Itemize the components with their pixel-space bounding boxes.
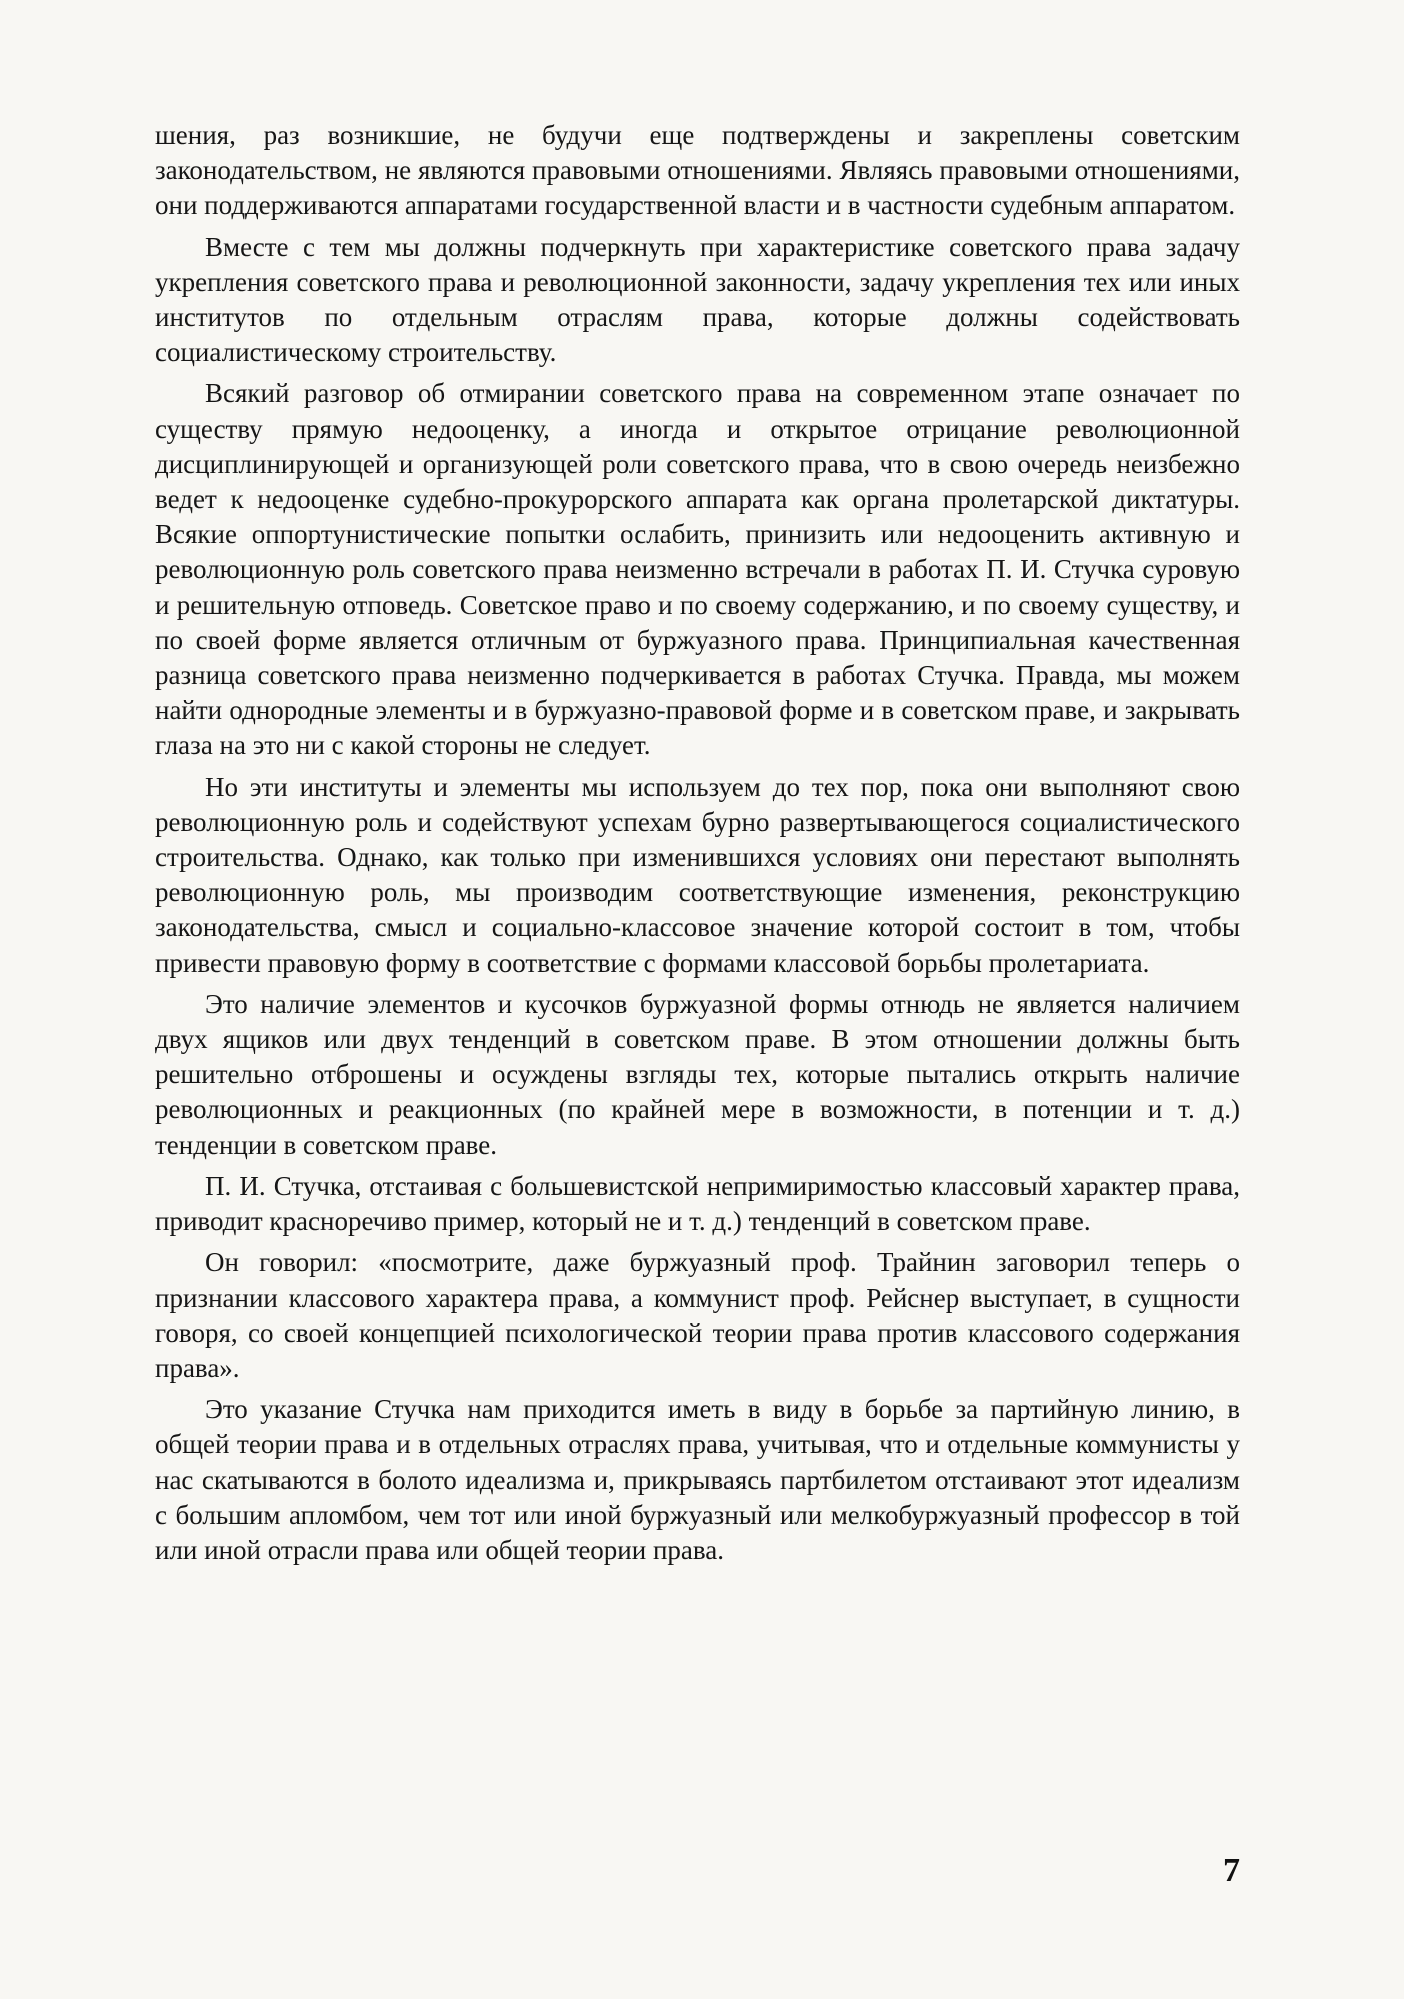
paragraph-5: Это наличие элементов и кусочков буржуазной формы отнюдь не является наличием двух ящиков или двух тенденций в советском праве. В этом отношении должны быть решительно отброшены и осуждены взгляды тех, которые пытались открыть наличие революционных и реакционных (по крайней мере в возможности, в потенции и т. д.) тенденции в советском праве. <box>155 988 1240 1160</box>
paragraph-1: шения, раз возникшие, не будучи еще подтверждены и закреплены советским законодательством, не являются правовыми отношениями. Являясь правовыми отношениями, они поддерживаются аппаратами государственной власти и в частности судебным аппаратом. <box>155 120 1240 221</box>
paragraph-2: Вместе с тем мы должны подчеркнуть при характеристике советского права задачу укрепления советского права и революционной законности, задачу укрепления тех или иных институтов по отдельным отраслям права, которые должны содействовать социалистическому строительству. <box>155 231 1240 368</box>
paragraph-7: Он говорил: «посмотрите, даже буржуазный проф. Трайнин заговорил теперь о признании классового характера права, а коммунист проф. Рейснер выступает, в сущности говоря, со своей концепцией психологической теории права против классового содержания права». <box>155 1247 1240 1383</box>
paragraph-3: Всякий разговор об отмирании советского права на современном этапе означает по существу прямую недооценку, а иногда и открытое отрицание революционной дисциплинирующей и организующей роли советского права, что в свою очередь неизбежно ведет к недооценке судебно-прокурорского аппарата как органа пролетарской диктатуры. Всякие оппортунистические попытки ослабить, принизить или недооценить активную и революционную роль советского права неизменно встречали в работах П. И. Стучка суровую и решительную отповедь. Советское право и по своему содержанию, и по своему существу, и по своей форме является отличным от буржуазного права. Принципиальная качественная разница советского права неизменно подчеркивается в работах Стучка. Правда, мы можем найти однородные элементы и в буржуазно-правовой форме и в советском праве, и закрывать глаза на это ни с какой стороны не следует. <box>155 378 1240 761</box>
page-number: 7 <box>1223 1852 1240 1889</box>
paragraph-8: Это указание Стучка нам приходится иметь в виду в борьбе за партийную линию, в общей теории права и в отдельных отраслях права, учитывая, что и отдельные коммунисты у нас скатываются в болото идеализма и, прикрываясь партбилетом отстаивают этот идеализм с большим апломбом, чем тот или иной буржуазный или мелкобуржуазный профессор в той или иной отрасли права или общей теории права. <box>155 1394 1240 1565</box>
paragraph-4: Но эти институты и элементы мы используем до тех пор, пока они выполняют свою революционную роль и содействуют успехам бурно развертывающегося социалистического строительства. Однако, как только при изменившихся условиях они перестают выполнять революционную роль, мы производим соответствующие изменения, реконструкцию законодательства, смысл и социально-классовое значение которой состоит в том, чтобы привести правовую форму в соответствие с формами классовой борьбы пролетариата. <box>155 771 1240 978</box>
paragraph-6: П. И. Стучка, отстаивая с большевистской непримиримостью классовый характер права, приводит красноречиво пример, который не и т. д.) тенденций в советском праве. <box>155 1170 1240 1237</box>
body-text <box>155 118 1240 1574</box>
